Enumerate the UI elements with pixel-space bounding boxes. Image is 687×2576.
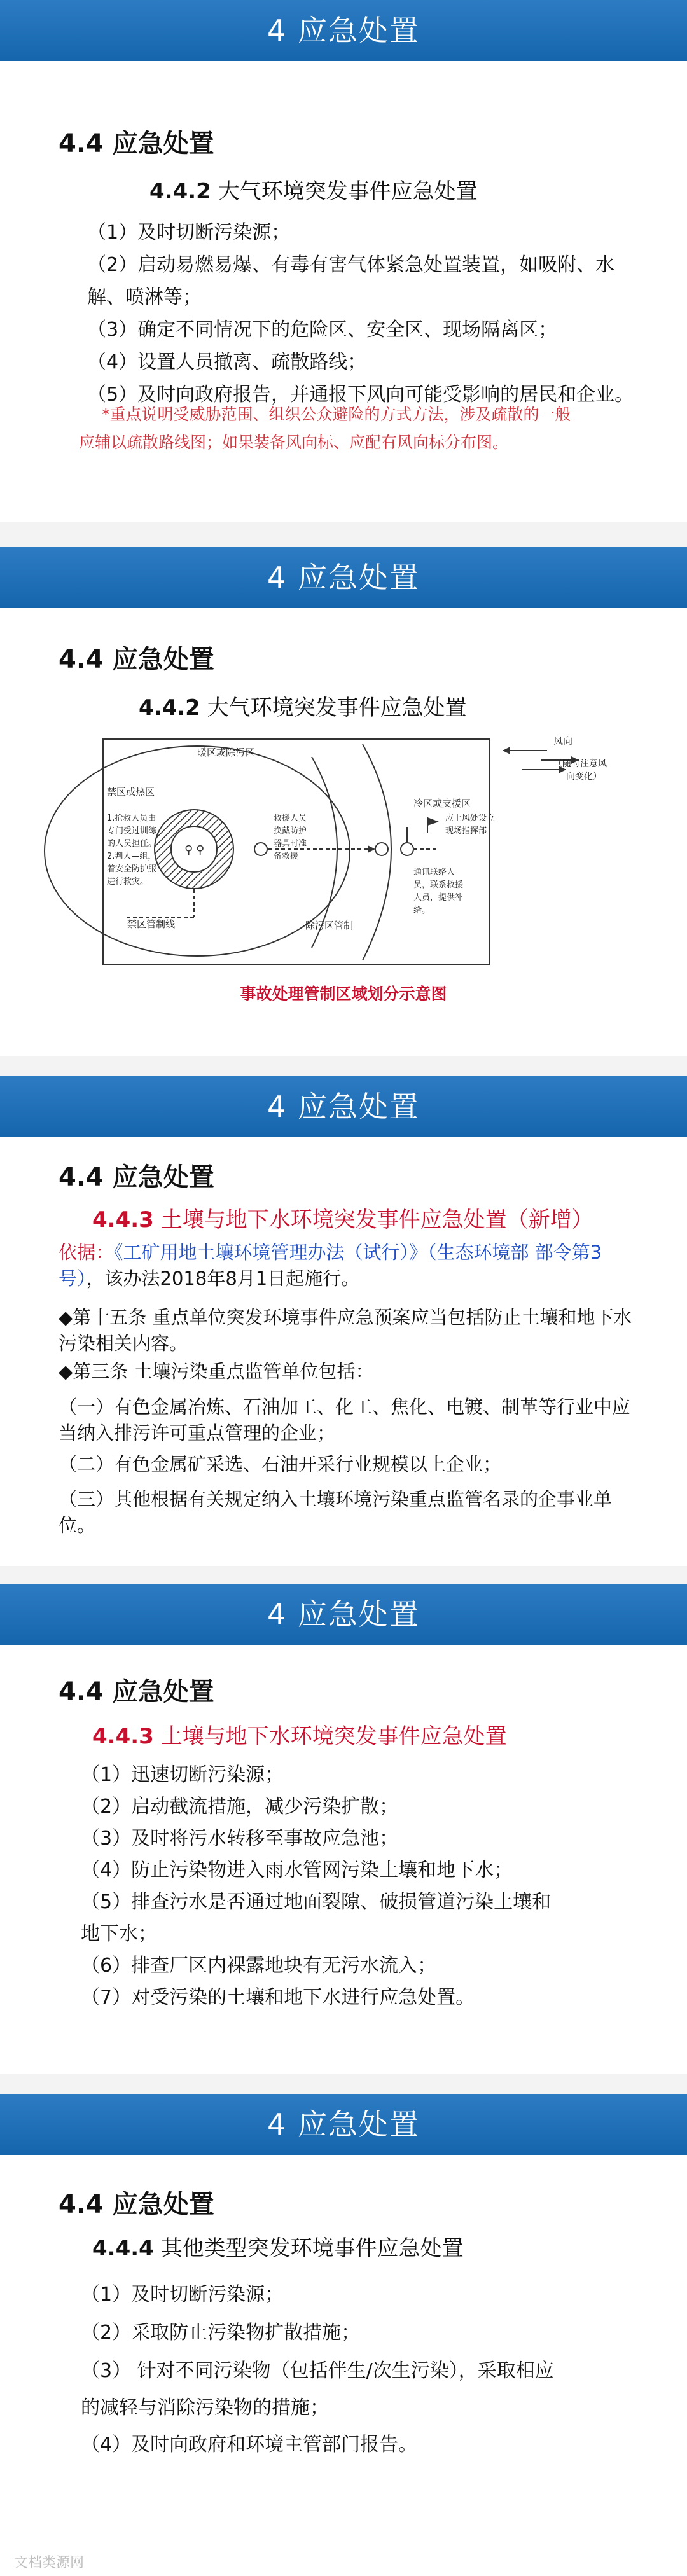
svg-text:（随时注意风: （随时注意风 [553, 759, 607, 769]
list-item: （1）迅速切断污染源； [81, 1764, 284, 1786]
subsection-title: 土壤与地下水环境突发事件应急处置（新增） [160, 1207, 593, 1233]
label-forbid-control: 禁区管制线 [127, 918, 176, 930]
svg-text:进行救灾。: 进行救灾。 [107, 877, 149, 887]
subsection-title: 大气环境突发事件应急处置 [218, 179, 478, 204]
svg-text:给。: 给。 [413, 906, 431, 915]
slide-4 [0, 1584, 687, 2074]
svg-text:专门受过训练: 专门受过训练 [107, 826, 157, 836]
list-item: （6）排查厂区内裸露地块有无污水流入； [81, 1955, 437, 1977]
list-item: （3）确定不同情况下的危险区、安全区、现场隔离区； [87, 319, 558, 341]
list-item: （2）采取防止污染物扩散措施； [81, 2322, 361, 2344]
slide-5 [0, 2094, 687, 2576]
subsection-number: 4.4.2 [139, 695, 200, 721]
subsection-heading [92, 2231, 464, 2262]
slide-banner: 4 应急处置 [0, 0, 687, 61]
list-item: （1）及时切断污染源； [81, 2283, 284, 2306]
subsection-heading [92, 1202, 593, 1233]
label-wind: 风向 [553, 735, 573, 747]
slide-banner: 4 应急处置 [0, 547, 687, 608]
svg-text:2.判人—组，: 2.判人—组， [107, 852, 156, 861]
list-item: （2）启动易燃易爆、有毒有害气体紧急处置装置，如吸附、水 [87, 254, 615, 276]
subsection-number: 4.4.3 [92, 1207, 154, 1233]
label-decon-control: 除污区管制 [305, 920, 354, 931]
zone-diagram [32, 731, 655, 986]
slide-banner: 4 应急处置 [0, 1584, 687, 1645]
list-item: （5）及时向政府报告，并通报下风向可能受影响的居民和企业。 [87, 384, 634, 406]
svg-text:着安全防护服: 着安全防护服 [107, 864, 157, 874]
list-item: 解、喷淋等； [87, 286, 202, 308]
svg-text:应上风处设立: 应上风处设立 [445, 814, 496, 823]
slide-gap [0, 522, 687, 547]
label-cold-zone: 冷区或支援区 [413, 798, 471, 809]
list-item: （1）及时切断污染源； [87, 221, 291, 244]
subsection-number: 4.4.4 [92, 2236, 154, 2261]
list-item: （4）及时向政府和环境主管部门报告。 [81, 2434, 418, 2456]
subsection-heading [92, 1719, 507, 1750]
svg-text:员，联系救援: 员，联系救援 [413, 880, 464, 890]
basis-rest: ，该办法2018年8月1日起施行。 [86, 1268, 360, 1289]
note-line: *重点说明受威胁范围、组织公众避险的方式方法，涉及疏散的一般 [102, 405, 571, 424]
list-item: （一）有色金属冶炼、石油加工、化工、焦化、电镀、制革等行业中应当纳入排污许可重点管理的企业； [59, 1396, 631, 1444]
slide-gap [0, 2074, 687, 2094]
section-heading: 4.4 应急处置 [59, 645, 214, 674]
list-item: （5）排查污水是否通过地面裂隙、破损管道污染土壤和 [81, 1891, 552, 1913]
slide-2 [0, 547, 687, 1056]
subsection-title: 土壤与地下水环境突发事件应急处置 [160, 1724, 507, 1749]
svg-text:救援人员: 救援人员 [274, 814, 307, 823]
svg-text:⚲: ⚲ [184, 843, 193, 857]
section-heading: 4.4 应急处置 [59, 129, 214, 158]
svg-text:人员，提供补: 人员，提供补 [413, 893, 464, 903]
list-item: ◆第十五条 重点单位突发环境事件应急预案应当包括防止土壤和地下水污染相关内容。 [59, 1306, 632, 1354]
label-hot-zone: 暖区或除污区 [197, 747, 255, 758]
section-heading: 4.4 应急处置 [59, 1677, 214, 1707]
slide-3 [0, 1076, 687, 1566]
list-item: （4）防止污染物进入雨水管网污染土壤和地下水； [81, 1859, 513, 1881]
svg-text:备救援: 备救援 [274, 852, 299, 861]
subsection-number: 4.4.2 [149, 179, 211, 204]
watermark: 文档类源网 [14, 2555, 85, 2571]
svg-text:换戴防护: 换戴防护 [274, 826, 307, 836]
list-item: （2）启动截流措施，减少污染扩散； [81, 1796, 399, 1818]
list-item: （三）其他根据有关规定纳入土壤环境污染重点监管名录的企事业单位。 [59, 1488, 613, 1536]
subsection-number: 4.4.3 [92, 1724, 154, 1749]
svg-text:1.抢救人员由: 1.抢救人员由 [107, 814, 156, 823]
note-line: 应辅以疏散路线图；如果装备风向标、应配有风向标分布图。 [79, 433, 509, 452]
hot-zone-core [171, 826, 217, 872]
svg-text:⚲: ⚲ [196, 843, 205, 857]
diagram-caption: 事故处理管制区域划分示意图 [240, 985, 447, 1003]
svg-text:的人员担任。: 的人员担任。 [107, 839, 157, 848]
basis-label: 依据： [59, 1242, 114, 1263]
slide-banner: 4 应急处置 [0, 1076, 687, 1137]
list-item: 的减轻与消除污染物的措施； [81, 2397, 329, 2419]
svg-text:向变化）: 向变化） [566, 772, 602, 782]
svg-text:通讯联络人: 通讯联络人 [413, 868, 455, 877]
list-item: （7）对受污染的土壤和地下水进行应急处置。 [81, 1986, 475, 2009]
subsection-title: 其他类型突发环境事件应急处置 [160, 2236, 464, 2261]
section-heading: 4.4 应急处置 [59, 1163, 214, 1192]
list-item: （4）设置人员撤离、疏散路线； [87, 351, 367, 373]
list-item: （3） 针对不同污染物（包括伴生/次生污染），采取相应 [81, 2360, 554, 2382]
subsection-title: 大气环境突发事件应急处置 [207, 695, 467, 721]
section-heading: 4.4 应急处置 [59, 2190, 214, 2219]
svg-text:现场指挥部: 现场指挥部 [445, 826, 487, 836]
basis-law: 《工矿用地土壤环境管理办法（试行）》（生态环境部 部令第3号） [59, 1242, 602, 1289]
subsection-heading [149, 174, 478, 205]
subsection-heading [139, 690, 467, 721]
list-item: ◆第三条 土壤污染重点监管单位包括： [59, 1361, 374, 1382]
basis-paragraph [59, 1240, 644, 1292]
list-item: （3）及时将污水转移至事故应急池； [81, 1827, 399, 1850]
slide-1 [0, 0, 687, 522]
slide-gap [0, 1566, 687, 1584]
slide-gap [0, 1056, 687, 1076]
slide-banner: 4 应急处置 [0, 2094, 687, 2155]
label-forbid-zone: 禁区或热区 [107, 786, 155, 798]
list-item: （二）有色金属矿采选、石油开采行业规模以上企业； [59, 1453, 502, 1475]
list-item: 地下水； [81, 1923, 157, 1945]
svg-text:器具时准: 器具时准 [274, 839, 307, 848]
